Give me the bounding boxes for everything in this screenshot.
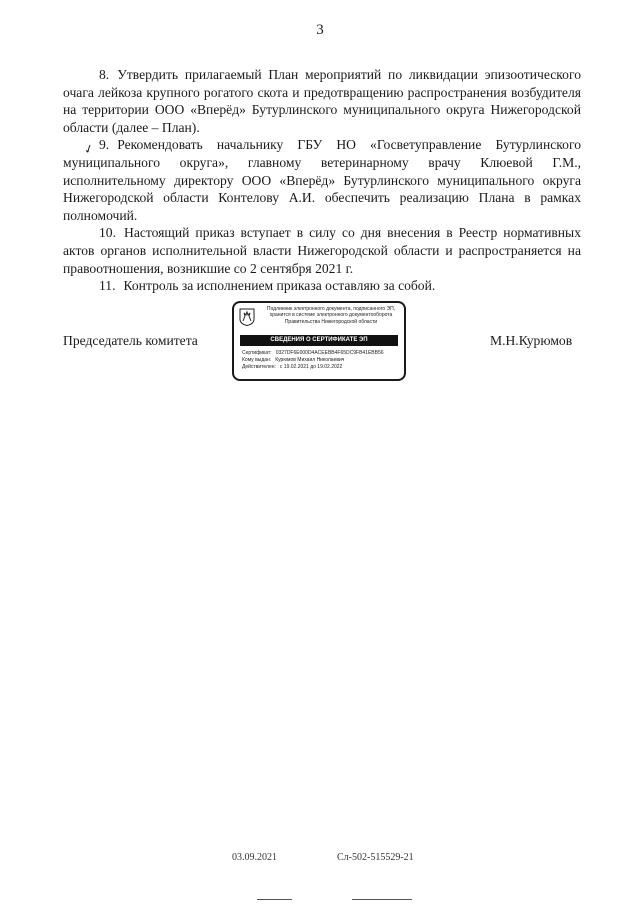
- owner-value: Курюмов Михаил Николаевич: [275, 357, 345, 363]
- owner-row: [242, 357, 402, 364]
- clause-text: Рекомендовать начальнику ГБУ НО «Госветуправление Бутурлинского муниципального округа», главному ветеринарному врачу Клюевой Г.М., исполнительному директору ООО «Вперёд» Бутурлинского муниципального округа Нижегородской области Контелову А.И. обеспечить реализацию Плана в рамках полномочий.: [63, 137, 581, 223]
- validity-row: [242, 364, 402, 371]
- deer-emblem-icon: [239, 308, 255, 326]
- validity-value: с 19.02.2021 до 19.02.2022: [279, 364, 343, 370]
- clause-number: 8.: [99, 67, 110, 82]
- footer-date: 03.09.2021: [232, 852, 277, 863]
- signer-title: Председатель комитета: [63, 333, 198, 348]
- clause-10: [63, 224, 581, 277]
- stamp-notice-text: Подлинник электронного документа, подписанного ЭП, хранится в системе электронного документооборота Правительства Нижегородской области: [266, 306, 396, 325]
- clause-number: 10.: [99, 225, 116, 241]
- clause-text: Настоящий приказ вступает в силу со дня внесения в Реестр нормативных актов органов исполнительной власти Нижегородской области и распространяется на правоотношения, возникшие со 2 сентября 2021 г.: [63, 225, 581, 276]
- clause-9: [63, 136, 581, 224]
- order-clauses: [63, 66, 581, 295]
- clause-number: 9.: [99, 137, 110, 153]
- electronic-signature-stamp: [232, 301, 406, 381]
- certificate-details: [242, 350, 402, 371]
- clause-number: 11.: [99, 278, 116, 294]
- handwritten-tick-mark: ✓: [81, 140, 96, 158]
- scan-edge-mark: [352, 899, 412, 900]
- footer-registration-number: Сл-502-515529-21: [337, 852, 414, 863]
- scan-edge-mark: [257, 899, 292, 900]
- page-number: 3: [316, 22, 324, 38]
- signature-block: [0, 300, 640, 386]
- clause-11: [63, 277, 581, 295]
- certificate-label: Сертификат:: [242, 350, 272, 356]
- clause-text: Контроль за исполнением приказа оставляю за собой.: [123, 278, 436, 294]
- stamp-banner: СВЕДЕНИЯ О СЕРТИФИКАТЕ ЭП: [240, 335, 398, 346]
- validity-label: Действителен:: [242, 364, 276, 370]
- signer-name: М.Н.Курюмов: [490, 333, 573, 348]
- certificate-row: [242, 350, 402, 357]
- clause-8: [63, 66, 581, 136]
- owner-label: Кому выдан:: [242, 357, 272, 363]
- clause-text: Утвердить прилагаемый План мероприятий по ликвидации эпизоотического очага лейкоза крупного рогатого скота и предотвращению распространения возбудителя на территории ООО «Вперёд» Бутурлинского муниципального округа Нижегородской области (далее – План).: [63, 67, 581, 135]
- certificate-value: 0327DF6E000D4ACEEBB4F65DC9FB41EBB56: [275, 350, 384, 356]
